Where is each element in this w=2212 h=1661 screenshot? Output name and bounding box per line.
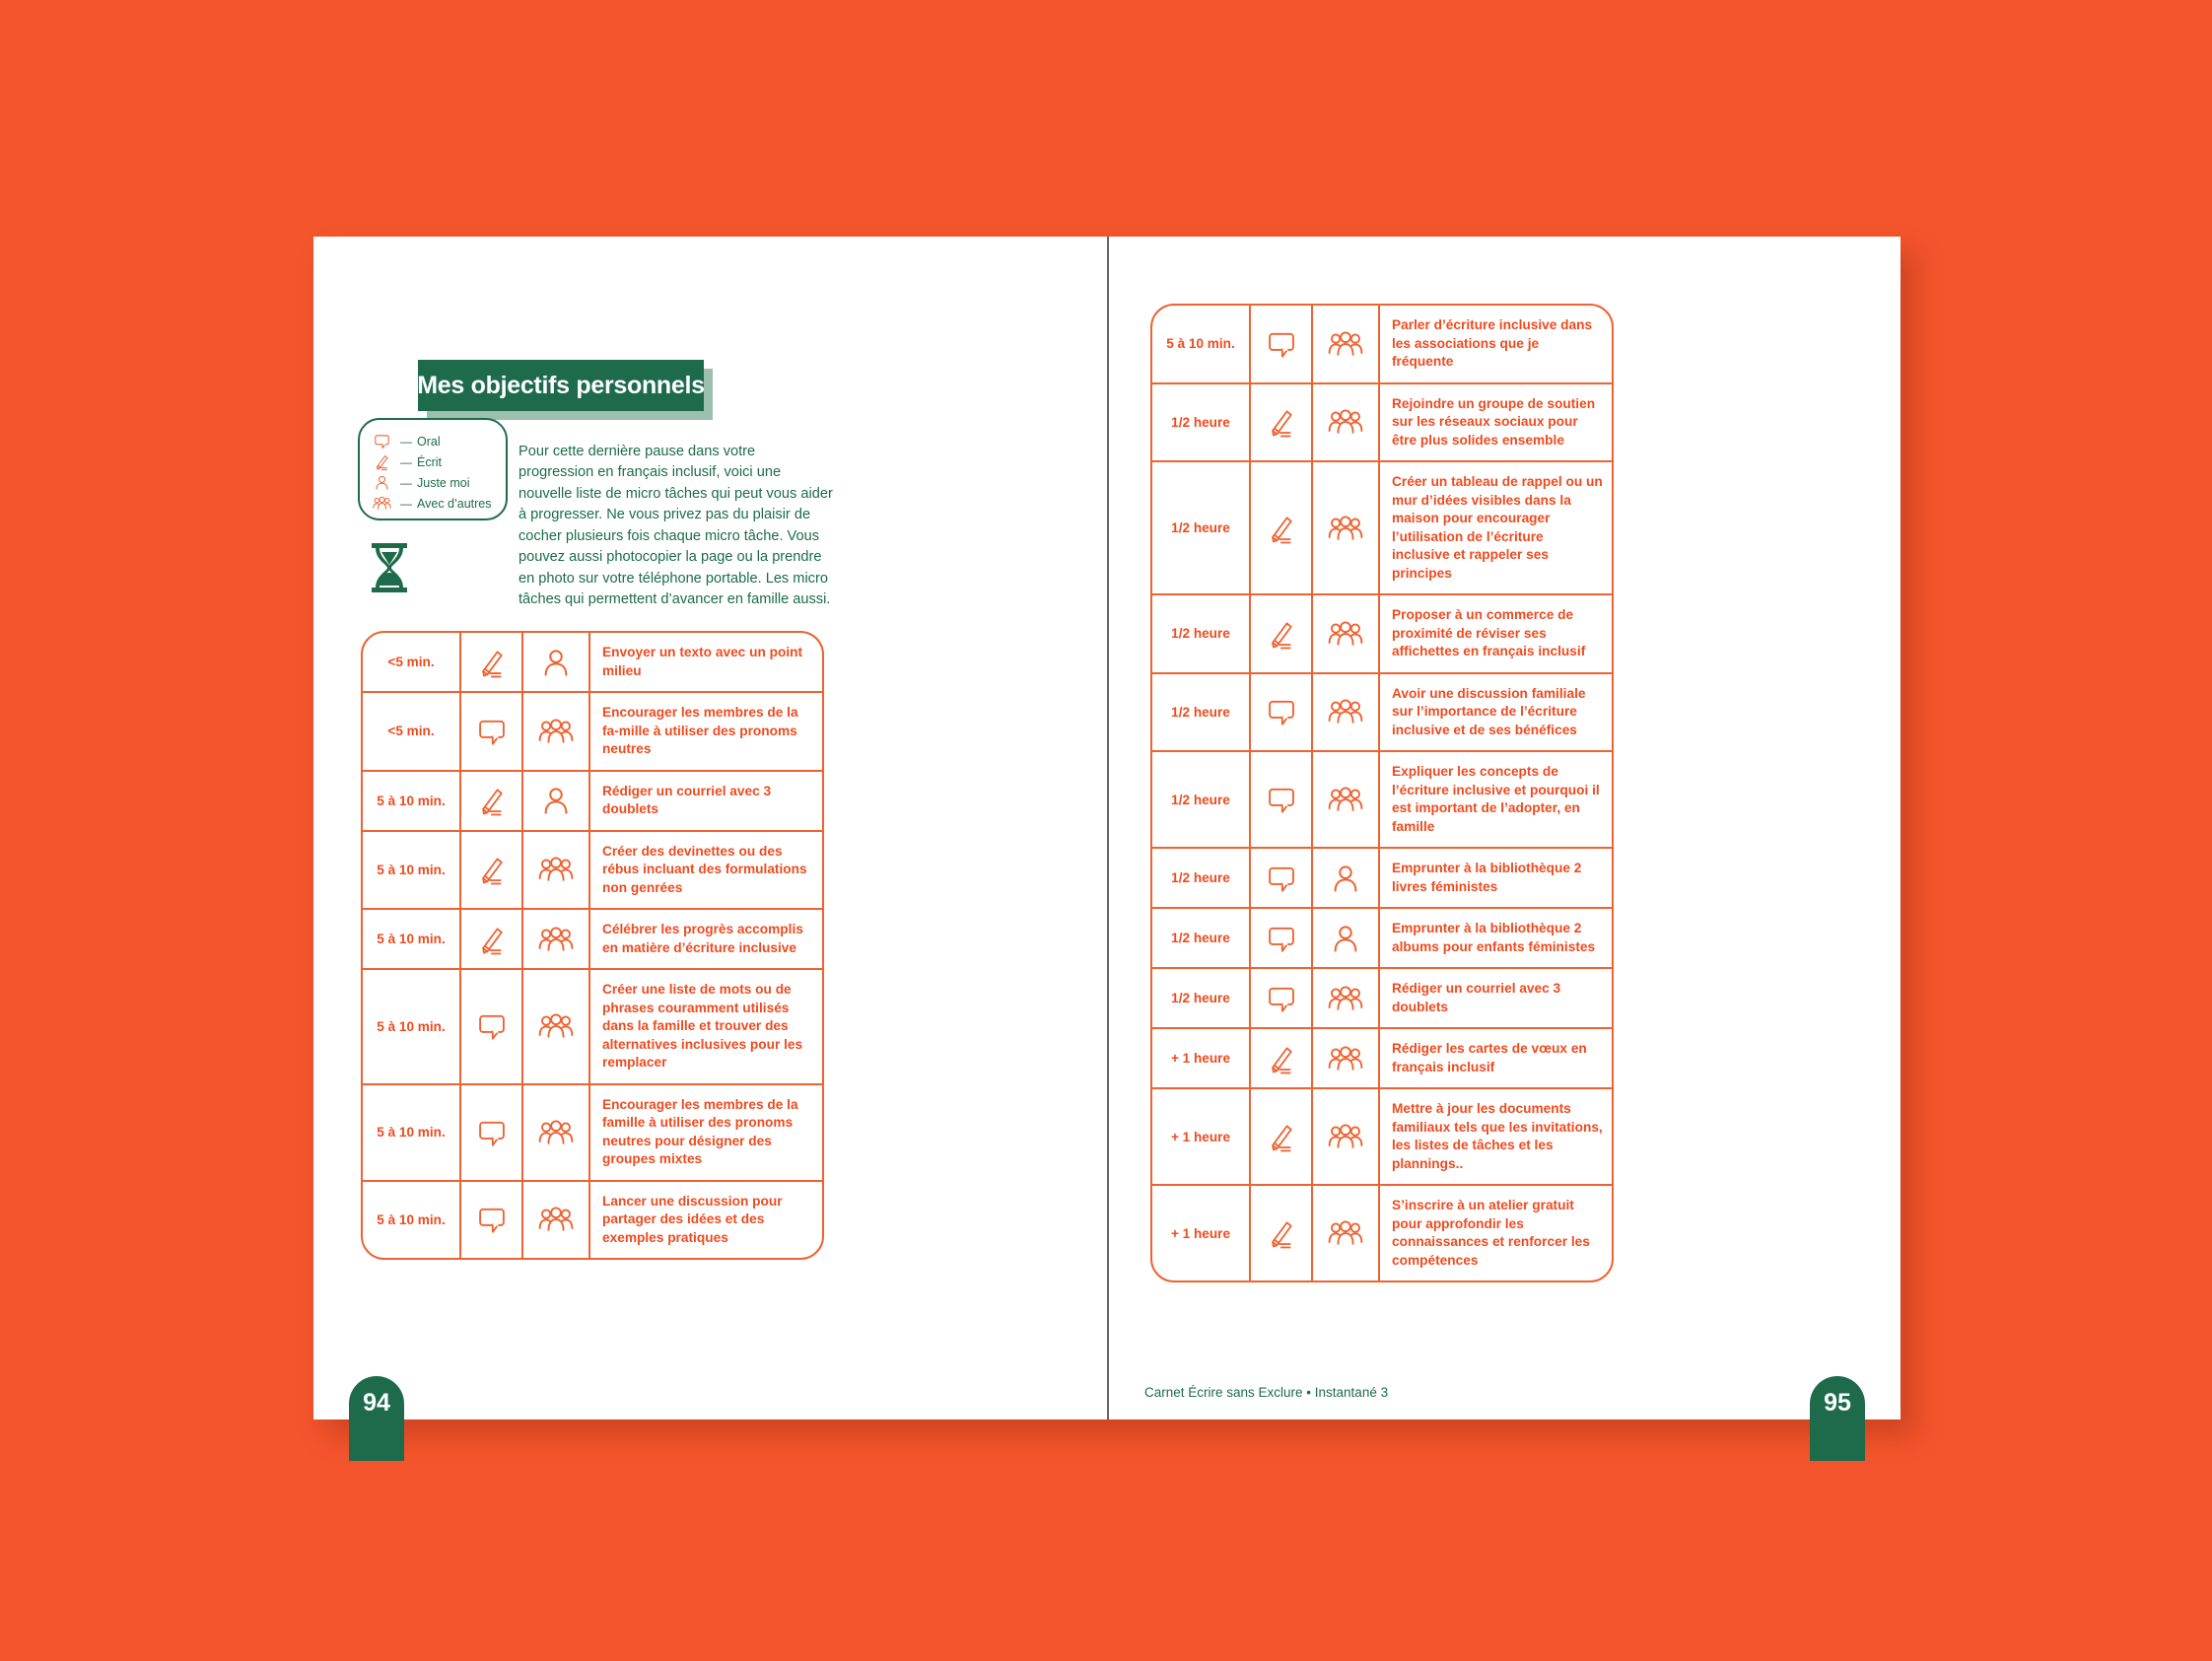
table-row[interactable] xyxy=(363,832,822,911)
cell-mode[interactable] xyxy=(1251,752,1313,847)
intro-paragraph: Pour cette dernière pause dans votre progression en français inclusif, voici une nouvelle liste de micro tâches qui peut vous aider à progresser. Ne vous privez pas du plaisir de cocher plusieurs fois chaque micro tâche. Vous pouvez aussi photocopier la page ou la prendre en photo sur votre téléphone portable. Les micro tâches qui permettent d’avancer en famille aussi. xyxy=(518,443,833,608)
cell-audience[interactable] xyxy=(523,970,590,1083)
task-text: Avoir une discussion familiale sur l’importance de l’écriture inclusive et de ses bénéfices xyxy=(1392,685,1586,737)
cell-mode[interactable] xyxy=(1251,849,1313,907)
speech-bubble-icon xyxy=(1265,862,1298,895)
table-row[interactable] xyxy=(1152,969,1612,1029)
legend-icon-slot xyxy=(373,473,398,492)
cell-duration xyxy=(363,633,461,691)
group-icon xyxy=(373,494,391,513)
legend-row xyxy=(373,472,506,493)
cell-mode[interactable] xyxy=(461,1085,523,1180)
cell-mode[interactable] xyxy=(1251,674,1313,751)
group-icon xyxy=(1328,1119,1363,1154)
task-text: Emprunter à la bibliothèque 2 livres féministes xyxy=(1392,861,1582,894)
person-icon xyxy=(1328,861,1363,896)
duration-label: 1/2 heure xyxy=(1171,991,1230,1005)
cell-audience[interactable] xyxy=(523,633,590,691)
speech-bubble-icon xyxy=(1265,922,1298,955)
task-text: Rejoindre un groupe de soutien sur les réseaux sociaux pour être plus solides ensemble xyxy=(1392,395,1596,448)
task-text: Expliquer les concepts de l’écriture inclusive et pourquoi il est important de l’adopter, en famille xyxy=(1392,764,1600,834)
legend-dash: — xyxy=(400,434,412,449)
cell-task xyxy=(1380,384,1612,461)
cell-audience[interactable] xyxy=(1313,909,1380,967)
cell-audience[interactable] xyxy=(1313,849,1380,907)
speech-bubble-icon xyxy=(475,1009,509,1043)
table-row[interactable] xyxy=(363,1182,822,1259)
task-text: Encourager les membres de la fa-mille à utiliser des pronoms neutres xyxy=(602,705,798,756)
duration-label: 1/2 heure xyxy=(1171,931,1230,945)
task-text: Mettre à jour les documents familiaux tels que les invitations, les listes de tâches et les plannings.. xyxy=(1392,1101,1603,1171)
speech-bubble-icon xyxy=(475,1116,509,1149)
cell-audience[interactable] xyxy=(1313,1029,1380,1087)
cell-mode[interactable] xyxy=(461,693,523,770)
cell-duration xyxy=(1152,969,1251,1027)
group-icon xyxy=(538,1202,574,1237)
pencil-icon xyxy=(373,452,391,471)
cell-audience[interactable] xyxy=(1313,1186,1380,1280)
cell-task xyxy=(1380,462,1612,593)
table-row[interactable] xyxy=(363,910,822,970)
cell-task xyxy=(1380,1029,1612,1087)
duration-label: + 1 heure xyxy=(1170,1129,1231,1144)
person-icon xyxy=(1328,921,1363,956)
speech-bubble-icon xyxy=(1265,327,1298,361)
cell-audience[interactable] xyxy=(523,693,590,770)
duration-label: 5 à 10 min. xyxy=(377,1125,446,1140)
cell-duration xyxy=(1152,849,1251,907)
page-right xyxy=(1107,237,1901,1419)
pencil-icon xyxy=(1265,1042,1298,1075)
cell-task xyxy=(590,832,822,909)
cell-audience[interactable] xyxy=(1313,674,1380,751)
legend-dash: — xyxy=(400,454,412,469)
cell-mode[interactable] xyxy=(1251,1029,1313,1087)
task-text: S’inscrire à un atelier gratuit pour approfondir les connaissances et renforcer les compétences xyxy=(1392,1198,1590,1268)
cell-task xyxy=(1380,306,1612,382)
group-icon xyxy=(1328,1041,1363,1076)
legend-row xyxy=(373,431,506,451)
legend-label: Oral xyxy=(417,434,441,449)
legend-label: Avec d’autres xyxy=(417,496,492,511)
speech-bubble-icon xyxy=(1265,982,1298,1015)
cell-duration xyxy=(1152,1089,1251,1184)
cell-audience[interactable] xyxy=(523,1085,590,1180)
group-icon xyxy=(1328,326,1363,362)
task-text: Proposer à un commerce de proximité de réviser ses affichettes en français inclusif xyxy=(1392,607,1586,658)
legend-row xyxy=(373,451,506,472)
cell-audience[interactable] xyxy=(1313,306,1380,382)
table-row[interactable] xyxy=(1152,752,1612,849)
duration-label: 5 à 10 min. xyxy=(377,862,446,877)
page-number-left: 94 xyxy=(363,1389,390,1417)
duration-label: 1/2 heure xyxy=(1171,414,1230,430)
book-spread xyxy=(313,237,1901,1419)
cell-audience[interactable] xyxy=(1313,969,1380,1027)
table-row[interactable] xyxy=(1152,674,1612,753)
duration-label: + 1 heure xyxy=(1170,1225,1231,1241)
duration-label: 5 à 10 min. xyxy=(377,1018,446,1034)
cell-audience[interactable] xyxy=(1313,384,1380,461)
group-icon xyxy=(538,714,574,749)
group-icon xyxy=(538,1008,574,1044)
duration-label: 1/2 heure xyxy=(1171,704,1230,720)
cell-duration xyxy=(363,910,461,968)
legend-row xyxy=(373,493,506,514)
task-text: Célébrer les progrès accomplis en matière d’écriture inclusive xyxy=(602,922,803,955)
task-text: Encourager les membres de la famille à utiliser des pronoms neutres pour désigner des groupes mixtes xyxy=(602,1096,798,1166)
legend-box xyxy=(358,418,508,520)
table-row[interactable] xyxy=(1152,1089,1612,1186)
pencil-icon xyxy=(1265,617,1298,651)
cell-task xyxy=(590,772,822,830)
micro-tasks-table-left xyxy=(361,631,824,1260)
pencil-icon xyxy=(475,784,509,817)
cell-audience[interactable] xyxy=(1313,752,1380,847)
table-row[interactable] xyxy=(1152,306,1612,384)
task-text: Rédiger les cartes de vœux en français inclusif xyxy=(1392,1041,1587,1074)
cell-audience[interactable] xyxy=(523,772,590,830)
cell-duration xyxy=(1152,462,1251,593)
person-icon xyxy=(538,783,574,818)
table-row[interactable] xyxy=(363,772,822,832)
legend-icon-slot xyxy=(373,452,398,471)
cell-mode[interactable] xyxy=(461,832,523,909)
duration-label: 5 à 10 min. xyxy=(377,932,446,946)
pencil-icon xyxy=(1265,1216,1298,1250)
duration-label: 1/2 heure xyxy=(1171,520,1230,535)
cell-duration xyxy=(1152,1186,1251,1280)
cell-duration xyxy=(1152,306,1251,382)
legend-icon-slot xyxy=(373,432,398,450)
cell-mode[interactable] xyxy=(1251,306,1313,382)
hourglass-icon xyxy=(368,542,411,593)
cell-duration xyxy=(363,970,461,1083)
speech-bubble-icon xyxy=(373,432,391,450)
person-icon xyxy=(538,645,574,680)
cell-audience[interactable] xyxy=(1313,595,1380,672)
cell-task xyxy=(1380,752,1612,847)
group-icon xyxy=(1328,511,1363,546)
table-row[interactable] xyxy=(1152,384,1612,463)
cell-mode[interactable] xyxy=(461,910,523,968)
cell-task xyxy=(1380,674,1612,751)
cell-mode[interactable] xyxy=(1251,595,1313,672)
task-text: Parler d’écriture inclusive dans les associations que je fréquente xyxy=(1392,317,1593,369)
page-number-badge-left xyxy=(349,1376,404,1461)
cell-duration xyxy=(363,1182,461,1259)
group-icon xyxy=(538,922,574,957)
group-icon xyxy=(1328,616,1363,652)
page-number-badge-right xyxy=(1810,1376,1865,1461)
group-icon xyxy=(1328,782,1363,817)
cell-task xyxy=(590,693,822,770)
task-text: Lancer une discussion pour partager des idées et des exemples pratiques xyxy=(602,1193,783,1245)
group-icon xyxy=(538,852,574,887)
spread-gutter xyxy=(1107,237,1109,1419)
speech-bubble-icon xyxy=(1265,695,1298,728)
cell-mode[interactable] xyxy=(461,772,523,830)
cell-mode[interactable] xyxy=(1251,969,1313,1027)
cell-duration xyxy=(1152,752,1251,847)
speech-bubble-icon xyxy=(475,1203,509,1236)
cell-audience[interactable] xyxy=(1313,462,1380,593)
duration-label: + 1 heure xyxy=(1170,1051,1231,1066)
duration-label: <5 min. xyxy=(387,724,435,739)
cell-task xyxy=(1380,849,1612,907)
legend-label: Juste moi xyxy=(417,475,470,490)
cell-duration xyxy=(1152,384,1251,461)
cell-duration xyxy=(1152,1029,1251,1087)
cell-audience[interactable] xyxy=(523,910,590,968)
cell-audience[interactable] xyxy=(1313,1089,1380,1184)
task-text: Créer une liste de mots ou de phrases couramment utilisés dans la famille et trouver des alternatives inclusives pour les remplacer xyxy=(602,982,803,1070)
page-left xyxy=(313,237,1107,1419)
cell-task xyxy=(590,1182,822,1259)
cell-duration xyxy=(363,832,461,909)
duration-label: 1/2 heure xyxy=(1171,626,1230,642)
title-banner xyxy=(418,360,704,411)
duration-label: 5 à 10 min. xyxy=(1166,336,1235,352)
duration-label: <5 min. xyxy=(387,655,435,669)
task-text: Créer des devinettes ou des rébus incluant des formulations non genrées xyxy=(602,843,807,895)
cell-task xyxy=(1380,1089,1612,1184)
cell-duration xyxy=(363,1085,461,1180)
task-text: Envoyer un texto avec un point milieu xyxy=(602,645,803,678)
cell-mode[interactable] xyxy=(1251,462,1313,593)
speech-bubble-icon xyxy=(475,715,509,748)
cell-mode[interactable] xyxy=(461,1182,523,1259)
cell-task xyxy=(590,633,822,691)
task-text: Créer un tableau de rappel ou un mur d’idées visibles dans la maison pour encourager l’utilisation de l’écriture inclusive et rappeler ses principes xyxy=(1392,474,1603,581)
cell-duration xyxy=(1152,595,1251,672)
cell-task xyxy=(1380,909,1612,967)
legend-dash: — xyxy=(400,496,412,511)
task-text: Rédiger un courriel avec 3 doublets xyxy=(602,783,772,816)
table-row[interactable] xyxy=(1152,1029,1612,1089)
table-row[interactable] xyxy=(363,693,822,772)
cell-duration xyxy=(363,772,461,830)
cell-duration xyxy=(363,693,461,770)
task-text: Emprunter à la bibliothèque 2 albums pour enfants féministes xyxy=(1392,921,1596,954)
duration-label: 1/2 heure xyxy=(1171,792,1230,807)
page-title-text: Mes objectifs personnels xyxy=(417,371,705,399)
group-icon xyxy=(1328,694,1363,729)
pencil-icon xyxy=(1265,405,1298,439)
table-row[interactable] xyxy=(363,970,822,1085)
legend-dash: — xyxy=(400,475,412,490)
table-row[interactable] xyxy=(1152,595,1612,674)
cell-task xyxy=(1380,1186,1612,1280)
group-icon xyxy=(1328,404,1363,440)
table-row[interactable] xyxy=(1152,909,1612,969)
legend-label: Écrit xyxy=(417,454,442,469)
pencil-icon xyxy=(475,923,509,956)
table-row[interactable] xyxy=(1152,462,1612,595)
pencil-icon xyxy=(475,853,509,886)
cell-task xyxy=(590,1085,822,1180)
footer-text: Carnet Écrire sans Exclure • Instantané 3 xyxy=(1144,1385,1389,1400)
cell-task xyxy=(1380,595,1612,672)
pencil-icon xyxy=(475,646,509,679)
micro-tasks-table-right xyxy=(1150,304,1614,1282)
cell-task xyxy=(1380,969,1612,1027)
duration-label: 5 à 10 min. xyxy=(377,793,446,808)
cell-mode[interactable] xyxy=(1251,1089,1313,1184)
cell-task xyxy=(590,970,822,1083)
table-row[interactable] xyxy=(363,1085,822,1182)
group-icon xyxy=(538,1115,574,1150)
cell-task xyxy=(590,910,822,968)
pencil-icon xyxy=(1265,1120,1298,1153)
group-icon xyxy=(1328,1215,1363,1251)
legend-icon-slot xyxy=(373,494,398,513)
task-text: Rédiger un courriel avec 3 doublets xyxy=(1392,981,1561,1014)
group-icon xyxy=(1328,981,1363,1016)
table-row[interactable] xyxy=(1152,1186,1612,1280)
person-icon xyxy=(373,473,391,492)
cell-duration xyxy=(1152,674,1251,751)
page-title xyxy=(418,360,704,411)
speech-bubble-icon xyxy=(1265,783,1298,816)
cell-duration xyxy=(1152,909,1251,967)
cell-mode[interactable] xyxy=(1251,909,1313,967)
cell-audience[interactable] xyxy=(523,1182,590,1259)
cell-mode[interactable] xyxy=(461,970,523,1083)
duration-label: 1/2 heure xyxy=(1171,870,1230,885)
cell-audience[interactable] xyxy=(523,832,590,909)
page-number-right: 95 xyxy=(1824,1389,1851,1417)
pencil-icon xyxy=(1265,512,1298,545)
cell-mode[interactable] xyxy=(461,633,523,691)
table-row[interactable] xyxy=(1152,849,1612,909)
cell-mode[interactable] xyxy=(1251,384,1313,461)
table-row[interactable] xyxy=(363,633,822,693)
cell-mode[interactable] xyxy=(1251,1186,1313,1280)
duration-label: 5 à 10 min. xyxy=(377,1211,446,1227)
